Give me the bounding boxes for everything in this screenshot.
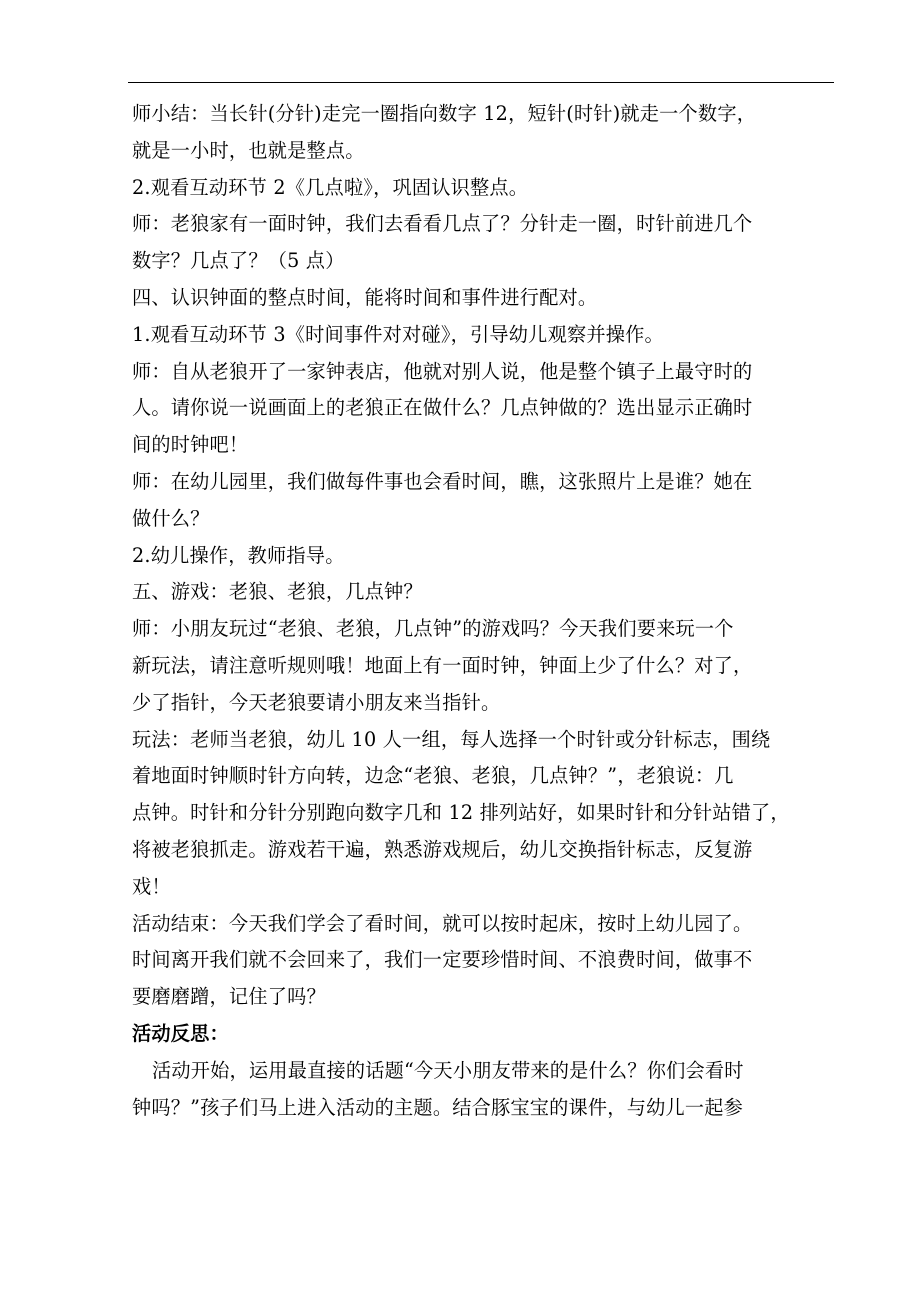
text-line: 着地面时钟顺时针方向转，边念“老狼、老狼，几点钟？”，老狼说：几 — [132, 764, 734, 788]
document-body — [132, 96, 838, 1126]
text-line: 做什么？ — [132, 506, 210, 530]
text-line: 玩法：老师当老狼，幼儿 10 人一组，每人选择一个时针或分针标志，围绕 — [132, 727, 771, 751]
text-line: 间的时钟吧！ — [132, 433, 249, 457]
text-line: 1.观看互动环节 3《时间事件对对碰》，引导幼儿观察并操作。 — [132, 322, 664, 346]
text-line: 少了指针，今天老狼要请小朋友来当指针。 — [132, 690, 501, 714]
text-line: 师小结：当长针(分针)走完一圈指向数字 12，短针(时针)就走一个数字， — [132, 102, 757, 125]
text-line: 师：在幼儿园里，我们做每件事也会看时间，瞧，这张照片上是谁？她在 — [132, 469, 753, 493]
header-rule — [128, 82, 834, 83]
text-line: 师：自从老狼开了一家钟表店，他就对别人说，他是整个镇子上最守时的 — [132, 359, 753, 383]
text-line: 钟吗？”孩子们马上进入活动的主题。结合豚宝宝的课件，与幼儿一起参 — [132, 1095, 744, 1119]
reflection-heading: 活动反思： — [132, 1021, 229, 1045]
text-line: 活动结束：今天我们学会了看时间，就可以按时起床，按时上幼儿园了。 — [132, 911, 753, 935]
text-line: 戏！ — [132, 874, 171, 898]
section-heading: 四、认识钟面的整点时间，能将时间和事件进行配对。 — [132, 285, 598, 309]
text-line: 时间离开我们就不会回来了，我们一定要珍惜时间、不浪费时间，做事不 — [132, 948, 753, 972]
text-line: 师：老狼家有一面时钟，我们去看看几点了？分针走一圈，时针前进几个 — [132, 212, 753, 236]
text-line: 将被老狼抓走。游戏若干遍，熟悉游戏规后，幼儿交换指针标志，反复游 — [132, 837, 753, 861]
text-line: 2.幼儿操作，教师指导。 — [132, 543, 345, 567]
text-line: 要磨磨蹭，记住了吗？ — [132, 985, 326, 1009]
text-line: 活动开始，运用最直接的话题“今天小朋友带来的是什么？你们会看时 — [152, 1058, 744, 1082]
text-line: 就是一小时，也就是整点。 — [132, 138, 365, 162]
text-line: 点钟。时针和分针分别跑向数字几和 12 排列站好，如果时针和分针站错了， — [132, 801, 790, 825]
text-line: 新玩法，请注意听规则哦！地面上有一面时钟，钟面上少了什么？对了， — [132, 653, 753, 677]
text-line: 2.观看互动环节 2《几点啦》，巩固认识整点。 — [132, 175, 529, 199]
text-line: 师：小朋友玩过“老狼、老狼，几点钟”的游戏吗？今天我们要来玩一个 — [132, 617, 734, 641]
text-line: 人。请你说一说画面上的老狼正在做什么？几点钟做的？选出显示正确时 — [132, 396, 753, 420]
section-heading: 五、游戏：老狼、老狼，几点钟？ — [132, 580, 423, 604]
text-line: 数字？几点了？（5 点） — [132, 249, 345, 273]
